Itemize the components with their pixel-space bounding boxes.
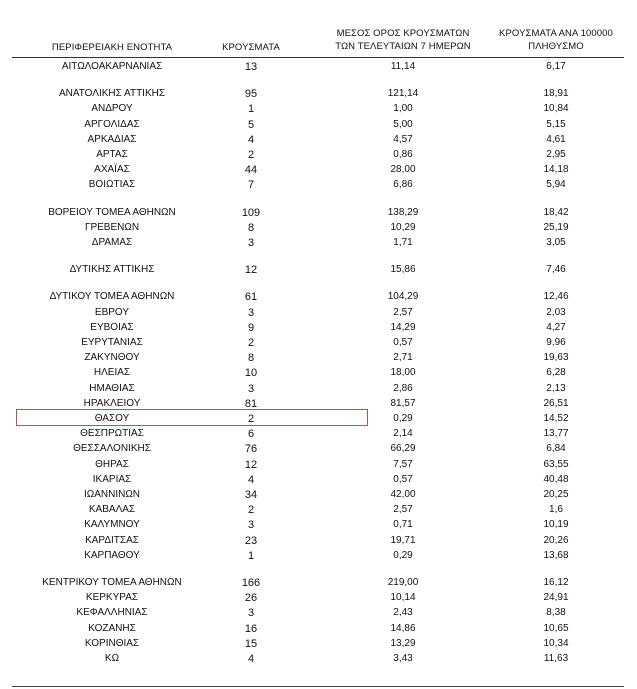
per100k-cell: 1,6 [549,504,563,516]
region-cell: ΗΡΑΚΛΕΙΟΥ [83,397,141,409]
table-row [12,636,624,652]
region-cell: ΔΡΑΜΑΣ [91,237,133,248]
table-row [12,457,624,473]
cases-cell: 7 [247,179,255,192]
table-row [12,335,624,351]
region-cell: ΙΩΑΝΝΙΝΩΝ [83,489,141,500]
per100k-cell: 5,15 [546,118,566,130]
avg7-cell: 2,43 [393,607,413,619]
avg7-cell: 11,14 [390,61,416,72]
avg7-cell: 219,00 [387,577,419,588]
region-cell: ΙΚΑΡΙΑΣ [92,473,132,485]
region-cell: ΕΥΒΟΙΑΣ [90,321,134,333]
per100k-cell: 20,26 [543,534,569,546]
per100k-cell: 4,61 [546,133,566,145]
table-row [12,177,624,193]
avg7-cell: 0,29 [393,413,413,424]
cases-cell: 76 [244,443,258,456]
cases-cell: 4 [247,653,255,665]
cases-cell: 61 [244,291,258,304]
cases-cell: 8 [247,352,255,365]
per100k-cell: 10,19 [543,519,569,531]
avg7-cell: 14,86 [390,622,416,634]
region-cell: ΔΥΤΙΚΗΣ ΑΤΤΙΚΗΣ [69,264,155,276]
avg7-cell: 7,57 [393,458,413,470]
per100k-cell: 8,38 [546,607,566,619]
per100k-cell: 2,95 [546,149,566,160]
region-cell: ΒΟΡΕΙΟΥ ΤΟΜΕΑ ΑΘΗΝΩΝ [48,206,176,218]
avg7-cell: 2,86 [393,382,413,394]
cases-cell: 95 [244,88,258,101]
avg7-cell: 3,43 [393,653,413,664]
per100k-cell: 12,46 [543,291,569,303]
avg7-cell: 138,29 [387,206,419,218]
avg7-cell: 0,29 [393,549,413,561]
cases-cell: 109 [241,206,261,219]
per100k-cell: 3,05 [546,237,566,248]
cases-cell: 8 [247,221,255,234]
per100k-cell: 14,52 [543,413,569,424]
table-row [12,487,624,503]
per100k-cell: 24,91 [543,592,569,604]
header-region: ΠΕΡΙΦΕΡΕΙΑΚΗ ΕΝΟΤΗΤΑ [51,42,173,53]
cases-cell: 1 [247,549,255,562]
table-row [12,441,624,457]
per100k-cell: 25,19 [543,221,569,233]
table-row [12,381,624,397]
region-cell: ΓΡΕΒΕΝΩΝ [84,221,140,233]
region-cell: ΑΝΑΤΟΛΙΚΗΣ ΑΤΤΙΚΗΣ [58,88,166,100]
table-row [12,205,624,221]
avg7-cell: 42,00 [390,489,416,500]
cases-cell: 81 [244,397,258,410]
region-cell: ΑΝΔΡΟΥ [91,103,133,115]
per100k-cell: 7,46 [546,264,566,276]
cases-cell: 3 [247,237,255,249]
per100k-cell: 2,03 [546,306,566,318]
region-cell: ΘΑΣΟΥ [94,413,130,424]
region-cell: ΚΕΝΤΡΙΚΟΥ ΤΟΜΕΑ ΑΘΗΝΩΝ [42,577,182,588]
cases-cell: 10 [244,367,258,380]
table-row [12,502,624,518]
avg7-cell: 4,57 [393,133,413,145]
table-row [12,147,624,163]
per100k-cell: 6,17 [546,61,566,72]
per100k-cell: 5,94 [546,179,566,191]
cases-cell: 23 [244,534,258,547]
header-cases: ΚΡΟΥΣΜΑΤΑ [222,42,280,53]
region-cell: ΚΑΛΥΜΝΟΥ [84,519,140,531]
region-cell: ΔΥΤΙΚΟΥ ΤΟΜΕΑ ΑΘΗΝΩΝ [49,291,175,303]
region-cell: ΚΑΡΠΑΘΟΥ [84,549,140,561]
region-cell: ΘΗΡΑΣ [95,458,129,470]
table-row [12,575,624,591]
region-cell: ΘΕΣΣΑΛΟΝΙΚΗΣ [73,443,151,455]
avg7-cell: 2,14 [393,428,413,440]
table-row [12,320,624,336]
avg7-cell: 121,14 [387,88,419,100]
avg7-cell: 66,29 [390,443,416,455]
cases-cell: 16 [244,622,258,635]
table-row [12,548,624,564]
avg7-cell: 1,00 [393,103,413,115]
highlight-box [16,409,368,426]
per100k-cell: 16,12 [543,577,569,588]
per100k-cell: 13,77 [543,428,569,440]
region-cell: ΚΕΦΑΛΛΗΝΙΑΣ [76,607,148,619]
header-avg7-line2: ΤΩΝ ΤΕΛΕΥΤΑΙΩΝ 7 ΗΜΕΡΩΝ [335,41,471,52]
table-row [12,117,624,133]
region-cell: ΚΩ [104,653,120,664]
region-cell: ΗΛΕΙΑΣ [93,367,131,379]
avg7-cell: 0,57 [393,337,413,348]
cases-cell: 166 [241,577,261,589]
table-row [12,651,624,667]
per100k-cell: 26,51 [543,397,569,409]
avg7-cell: 0,57 [393,473,413,485]
cases-cell: 3 [247,382,255,395]
avg7-cell: 1,71 [393,237,413,248]
per100k-cell: 4,27 [546,321,566,333]
cases-cell: 1 [247,103,255,116]
avg7-cell: 6,86 [393,179,413,191]
avg7-cell: 5,00 [393,118,413,130]
region-cell: ΕΒΡΟΥ [94,306,130,318]
table-row [12,59,624,75]
cases-cell: 6 [247,428,255,441]
avg7-cell: 2,57 [393,504,413,516]
avg7-cell: 28,00 [390,164,416,176]
table-row [12,101,624,117]
bottom-rule [12,686,624,687]
per100k-cell: 19,63 [543,352,569,364]
cases-cell: 3 [247,607,255,620]
region-cell: ΚΟΖΑΝΗΣ [88,622,136,634]
per100k-cell: 14,18 [543,164,569,176]
avg7-cell: 2,71 [393,352,413,364]
cases-cell: 2 [247,504,255,517]
region-cell: ΚΑΒΑΛΑΣ [88,504,136,516]
table-row [12,289,624,305]
per100k-cell: 13,68 [543,549,569,561]
avg7-cell: 104,29 [387,291,419,303]
table-row [12,517,624,533]
table-row [12,621,624,637]
table-row [12,132,624,148]
per100k-cell: 10,34 [543,637,569,649]
avg7-cell: 2,57 [393,306,413,318]
avg7-cell: 10,29 [390,221,416,233]
region-cell: ΚΕΡΚΥΡΑΣ [85,592,139,604]
per100k-cell: 18,91 [543,88,569,100]
per100k-cell: 10,84 [543,103,569,115]
cases-cell: 4 [247,473,255,486]
region-cell: ΒΟΙΩΤΙΑΣ [88,179,136,191]
table-row [12,220,624,236]
region-cell: ΑΡΓΟΛΙΔΑΣ [84,118,140,130]
header-per100k-line1: ΚΡΟΥΣΜΑΤΑ ΑΝΑ 100000 [499,28,613,39]
cases-cell: 2 [247,413,255,425]
per100k-cell: 6,84 [546,443,566,455]
table-row [12,605,624,621]
table-row [12,86,624,102]
table-row [12,162,624,178]
per100k-cell: 63,55 [543,458,569,470]
per100k-cell: 10,65 [543,622,569,634]
cases-cell: 5 [247,118,255,131]
avg7-cell: 14,29 [390,321,416,333]
cases-cell: 12 [244,264,258,277]
per100k-cell: 6,28 [546,367,566,379]
cases-cell: 13 [244,61,258,73]
region-cell: ΑΙΤΩΛΟΑΚΑΡΝΑΝΙΑΣ [61,61,163,72]
per100k-cell: 9,96 [546,337,566,348]
avg7-cell: 13,29 [390,637,416,649]
table-row [12,533,624,549]
table-row [12,365,624,381]
avg7-cell: 18,00 [390,367,416,379]
cases-cell: 3 [247,519,255,532]
avg7-cell: 15,86 [390,264,416,276]
cases-cell: 15 [244,637,258,650]
header-per100k-line2: ΠΛΗΘΥΣΜΟ [528,41,584,52]
avg7-cell: 0,86 [393,149,413,160]
region-cell: ΑΡΚΑΔΙΑΣ [87,133,137,145]
avg7-cell: 19,71 [390,534,416,546]
table-row [12,350,624,366]
region-cell: ΘΕΣΠΡΩΤΙΑΣ [80,428,144,440]
cases-cell: 2 [247,149,255,161]
table-row [12,426,624,442]
per100k-cell: 11,63 [543,653,569,664]
table-row [12,235,624,251]
per100k-cell: 2,13 [546,382,566,394]
cases-cell: 34 [244,489,258,501]
region-cell: ΖΑΚΥΝΘΟΥ [84,352,140,364]
region-cell: ΗΜΑΘΙΑΣ [89,382,135,394]
table-row [12,305,624,321]
per100k-cell: 20,25 [543,489,569,500]
cases-cell: 2 [247,337,255,349]
avg7-cell: 10,14 [390,592,416,604]
region-cell: ΚΟΡΙΝΘΙΑΣ [84,637,140,649]
cases-cell: 3 [247,306,255,319]
table-row [12,262,624,278]
region-cell: ΑΧΑΪΑΣ [94,164,130,176]
cases-cell: 44 [244,164,258,177]
table-row [12,590,624,606]
cases-cell: 12 [244,458,258,471]
per100k-cell: 18,42 [543,206,569,218]
avg7-cell: 81,57 [390,397,416,409]
cases-cell: 4 [247,133,255,146]
cases-cell: 26 [244,592,258,605]
region-cell: ΚΑΡΔΙΤΣΑΣ [85,534,139,546]
per100k-cell: 40,48 [543,473,569,485]
cases-cell: 9 [247,321,255,334]
region-cell: ΕΥΡΥΤΑΝΙΑΣ [81,337,143,348]
table-row [12,472,624,488]
header-avg7-line1: ΜΕΣΟΣ ΟΡΟΣ ΚΡΟΥΣΜΑΤΩΝ [336,28,470,39]
region-cell: ΑΡΤΑΣ [96,149,128,160]
avg7-cell: 0,71 [393,519,413,531]
